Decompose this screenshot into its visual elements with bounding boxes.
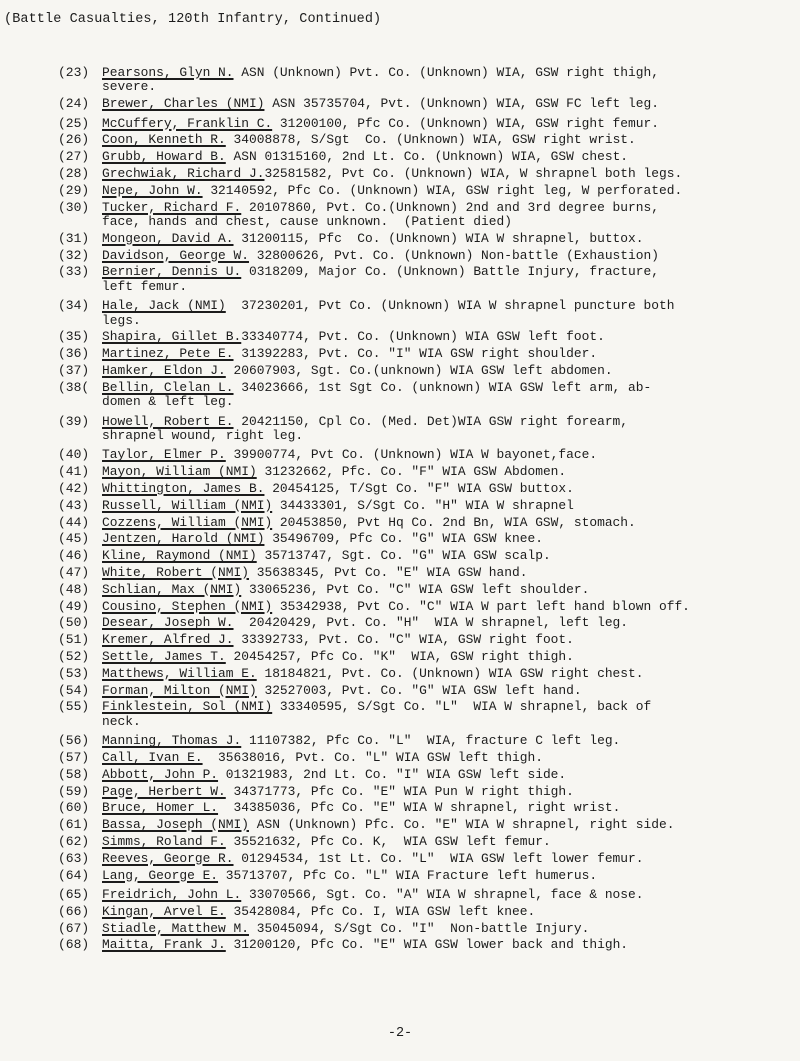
casualty-name: Hale, Jack (NMI) xyxy=(102,298,226,314)
entry-number: (68) xyxy=(58,937,90,953)
casualty-details: ASN 35735704, Pvt. (Unknown) WIA, GSW FC left leg. xyxy=(264,96,659,112)
entry-text xyxy=(102,532,794,546)
casualty-details: 32527003, Pvt. Co. "G" WIA GSW left hand. xyxy=(256,682,582,698)
casualty-name: Mayon, William (NMI) xyxy=(102,464,257,480)
casualty-details: 32800626, Pvt. Co. (Unknown) Non-battle (Exhaustion) xyxy=(248,247,659,263)
list-item xyxy=(58,801,794,815)
entry-text xyxy=(102,583,794,597)
entry-text xyxy=(102,888,794,902)
casualty-name: Manning, Thomas J. xyxy=(102,733,242,749)
entry-text xyxy=(102,835,794,849)
entry-text xyxy=(102,330,794,344)
casualty-name: Finklestein, Sol (NMI) xyxy=(102,699,273,715)
list-item xyxy=(58,184,794,198)
entry-text xyxy=(102,117,794,131)
list-item xyxy=(58,249,794,263)
list-item xyxy=(58,364,794,378)
casualty-details: 01294534, 1st Lt. Co. "L" WIA GSW left lower femur. xyxy=(233,850,644,866)
entry-text xyxy=(102,852,794,866)
list-item xyxy=(58,232,794,246)
entry-number: (28) xyxy=(58,166,90,181)
casualty-name: Grubb, Howard B. xyxy=(102,149,226,165)
entry-number: (30) xyxy=(58,199,90,215)
casualty-details: 18184821, Pvt. Co. (Unknown) WIA GSW right chest. xyxy=(256,665,644,681)
entry-number: (26) xyxy=(58,132,90,148)
list-item xyxy=(58,415,794,444)
casualty-details: 34371773, Pfc Co. "E" WIA Pun W right thigh. xyxy=(225,783,574,799)
list-item xyxy=(58,381,794,410)
list-item xyxy=(58,633,794,647)
casualty-name: Bellin, Clelan L. xyxy=(102,379,234,395)
entry-number: (52) xyxy=(58,648,90,664)
casualty-name: Howell, Robert E. xyxy=(102,413,234,429)
entry-text xyxy=(102,768,794,782)
list-item xyxy=(58,150,794,164)
entry-text xyxy=(102,869,794,883)
list-item xyxy=(58,768,794,782)
page-number: -2- xyxy=(387,1026,413,1041)
list-item xyxy=(58,549,794,563)
casualty-details: 31200100, Pfc Co. (Unknown) WIA, GSW right femur. xyxy=(272,115,659,131)
list-item xyxy=(58,888,794,902)
page-header: (Battle Casualties, 120th Infantry, Continued) xyxy=(4,12,382,27)
entry-text xyxy=(102,97,794,111)
casualty-name: Jentzen, Harold (NMI) xyxy=(102,531,265,547)
entry-number: (25) xyxy=(58,115,90,131)
casualty-name: Mongeon, David A. xyxy=(102,230,234,246)
casualty-details: 31232662, Pfc. Co. "F" WIA GSW Abdomen. xyxy=(256,464,567,480)
casualty-name: Brewer, Charles (NMI) xyxy=(102,96,265,112)
entry-text xyxy=(102,364,794,378)
entry-number: (59) xyxy=(58,783,90,799)
entry-number: (39) xyxy=(58,413,90,429)
casualty-name: Coon, Kenneth R. xyxy=(102,132,226,148)
entry-text xyxy=(102,448,794,462)
casualty-details: 20607903, Sgt. Co.(unknown) WIA GSW left abdomen. xyxy=(225,363,613,378)
casualty-name: Abbott, John P. xyxy=(102,766,219,782)
entry-text xyxy=(102,549,794,563)
casualty-details: 33340595, S/Sgt Co. "L" WIA W shrapnel, back of neck. xyxy=(102,699,652,729)
entry-text xyxy=(102,684,794,698)
casualty-name: Grechwiak, Richard J. xyxy=(102,166,265,181)
entry-number: (36) xyxy=(58,346,90,362)
casualty-name: Bernier, Dennis U. xyxy=(102,264,242,280)
entry-text xyxy=(102,201,794,230)
entry-number: (53) xyxy=(58,665,90,681)
casualty-details: 35638345, Pvt Co. "E" WIA GSW hand. xyxy=(248,565,528,580)
casualty-name: Hamker, Eldon J. xyxy=(102,363,226,378)
list-item xyxy=(58,684,794,698)
casualty-name: Pearsons, Glyn N. xyxy=(102,65,234,80)
casualty-details: 20420429, Pvt. Co. "H" WIA W shrapnel, left leg. xyxy=(233,615,629,631)
casualty-details: 20421150, Cpl Co. (Med. Det)WIA GSW right forearm, shrapnel wound, right leg. xyxy=(102,413,629,444)
casualty-name: Freidrich, John L. xyxy=(102,886,242,902)
entry-number: (63) xyxy=(58,850,90,866)
casualty-details: 39900774, Pvt Co. (Unknown) WIA W bayonet,face. xyxy=(225,447,598,463)
entry-number: (38( xyxy=(58,379,90,395)
casualty-details: 32581582, Pvt Co. (Unknown) WIA, W shrapnel both legs. xyxy=(264,166,683,181)
casualty-name: Davidson, George W. xyxy=(102,247,249,263)
casualty-details: 35428084, Pfc Co. I, WIA GSW left knee. xyxy=(225,903,536,919)
entry-text xyxy=(102,249,794,263)
entry-number: (27) xyxy=(58,149,90,165)
entry-number: (45) xyxy=(58,531,90,547)
casualty-details: 37230201, Pvt Co. (Unknown) WIA W shrapnel puncture both legs. xyxy=(102,298,675,328)
entry-text xyxy=(102,415,794,444)
casualty-name: White, Robert (NMI) xyxy=(102,565,249,580)
list-item xyxy=(58,330,794,344)
entry-text xyxy=(102,633,794,647)
entry-text xyxy=(102,184,794,198)
entry-number: (56) xyxy=(58,733,90,749)
casualty-details: 20453850, Pvt Hq Co. 2nd Bn, WIA GSW, stomach. xyxy=(272,514,636,530)
casualty-details: ASN (Unknown) Pvt. Co. (Unknown) WIA, GSW right thigh, severe. xyxy=(102,65,659,95)
list-item xyxy=(58,448,794,462)
entry-number: (47) xyxy=(58,565,90,580)
entry-number: (24) xyxy=(58,96,90,112)
entry-number: (37) xyxy=(58,363,90,378)
entry-text xyxy=(102,734,794,748)
casualty-name: McCuffery, Franklin C. xyxy=(102,115,273,131)
list-item xyxy=(58,499,794,513)
casualty-details: 35521632, Pfc Co. K, WIA GSW left femur. xyxy=(225,833,551,849)
entry-text xyxy=(102,650,794,664)
entry-text xyxy=(102,265,794,294)
entry-number: (46) xyxy=(58,548,90,564)
entry-text xyxy=(102,905,794,919)
casualty-details: 35713707, Pfc Co. "L" WIA Fracture left humerus. xyxy=(218,867,598,883)
casualty-details: 33340774, Pvt. Co. (Unknown) WIA GSW left foot. xyxy=(241,329,605,345)
list-item xyxy=(58,650,794,664)
casualty-details: 31392283, Pvt. Co. "I" WIA GSW right shoulder. xyxy=(233,346,598,362)
casualty-details: 35045094, S/Sgt Co. "I" Non-battle Injury. xyxy=(248,920,590,936)
casualty-name: Whittington, James B. xyxy=(102,481,265,497)
entry-text xyxy=(102,133,794,147)
list-item xyxy=(58,347,794,361)
casualty-details: 33392733, Pvt. Co. "C" WIA, GSW right foot. xyxy=(233,632,574,648)
entry-text xyxy=(102,381,794,410)
list-item xyxy=(58,616,794,630)
list-item xyxy=(58,751,794,765)
entry-number: (62) xyxy=(58,833,90,849)
entry-text xyxy=(102,482,794,496)
entry-text xyxy=(102,516,794,530)
casualty-name: Russell, William (NMI) xyxy=(102,497,273,513)
casualty-details: 31200115, Pfc Co. (Unknown) WIA W shrapnel, buttox. xyxy=(233,230,644,246)
entry-number: (42) xyxy=(58,481,90,497)
entry-number: (29) xyxy=(58,182,90,198)
entry-text xyxy=(102,150,794,164)
list-item xyxy=(58,583,794,597)
list-item xyxy=(58,265,794,294)
casualty-details: 35638016, Pvt. Co. "L" WIA GSW left thigh. xyxy=(202,749,543,765)
casualty-details: 20454125, T/Sgt Co. "F" WIA GSW buttox. xyxy=(264,481,574,497)
casualty-details: ASN 01315160, 2nd Lt. Co. (Unknown) WIA, GSW chest. xyxy=(225,149,629,165)
entry-number: (51) xyxy=(58,632,90,648)
casualty-details: 32140592, Pfc Co. (Unknown) WIA, GSW right leg, W perforated. xyxy=(202,182,683,198)
casualty-name: Settle, James T. xyxy=(102,648,226,664)
casualty-name: Cozzens, William (NMI) xyxy=(102,514,273,530)
entry-text xyxy=(102,167,794,181)
list-item xyxy=(58,465,794,479)
entry-number: (60) xyxy=(58,800,90,816)
entry-text xyxy=(102,751,794,765)
casualty-details: 0318209, Major Co. (Unknown) Battle Injury, fracture, left femur. xyxy=(102,264,659,294)
entry-number: (54) xyxy=(58,682,90,698)
casualty-name: Page, Herbert W. xyxy=(102,783,226,799)
casualty-name: Cousino, Stephen (NMI) xyxy=(102,598,273,614)
list-item xyxy=(58,852,794,866)
casualty-name: Forman, Milton (NMI) xyxy=(102,682,257,698)
list-item xyxy=(58,167,794,181)
casualty-name: Call, Ivan E. xyxy=(102,749,203,765)
entry-text xyxy=(102,232,794,246)
casualty-name: Stiadle, Matthew M. xyxy=(102,920,249,936)
casualty-name: Kremer, Alfred J. xyxy=(102,632,234,648)
list-item xyxy=(58,785,794,799)
casualty-details: 35713747, Sgt. Co. "G" WIA GSW scalp. xyxy=(256,548,551,564)
entry-number: (23) xyxy=(58,65,90,80)
entry-number: (43) xyxy=(58,497,90,513)
casualty-name: Shapira, Gillet B. xyxy=(102,329,242,345)
entry-text xyxy=(102,785,794,799)
entry-number: (49) xyxy=(58,598,90,614)
list-item xyxy=(58,905,794,919)
casualty-name: Taylor, Elmer P. xyxy=(102,447,226,463)
casualty-details: 20107860, Pvt. Co.(Unknown) 2nd and 3rd degree burns, face, hands and chest, cause unknown. (Patient died) xyxy=(102,199,659,229)
casualty-details: 34008878, S/Sgt Co. (Unknown) WIA, GSW right wrist. xyxy=(225,132,636,148)
entry-text xyxy=(102,499,794,513)
casualty-name: Schlian, Max (NMI) xyxy=(102,581,242,597)
casualty-details: 20454257, Pfc Co. "K" WIA, GSW right thigh. xyxy=(225,648,574,664)
entry-text xyxy=(102,938,794,952)
entry-number: (61) xyxy=(58,817,90,833)
casualty-name: Matthews, William E. xyxy=(102,665,257,681)
casualty-details: 11107382, Pfc Co. "L" WIA, fracture C left leg. xyxy=(241,733,621,749)
entry-number: (40) xyxy=(58,447,90,463)
entry-number: (65) xyxy=(58,886,90,902)
casualty-details: 31200120, Pfc Co. "E" WIA GSW lower back and thigh. xyxy=(225,937,629,953)
casualty-name: Tucker, Richard F. xyxy=(102,199,242,215)
casualty-name: Kingan, Arvel E. xyxy=(102,903,226,919)
casualty-details: 34385036, Pfc Co. "E" WIA W shrapnel, right wrist. xyxy=(218,800,621,816)
list-item xyxy=(58,516,794,530)
list-item xyxy=(58,600,794,614)
casualty-name: Bruce, Homer L. xyxy=(102,800,219,816)
entry-text xyxy=(102,700,794,729)
entry-text xyxy=(102,600,794,614)
entry-text xyxy=(102,818,794,832)
list-item xyxy=(58,700,794,729)
casualty-details: 34433301, S/Sgt Co. "H" WIA W shrapnel xyxy=(272,497,574,513)
entry-text xyxy=(102,66,794,95)
entry-number: (31) xyxy=(58,230,90,246)
casualty-name: Simms, Roland F. xyxy=(102,833,226,849)
entry-number: (67) xyxy=(58,920,90,936)
entry-number: (44) xyxy=(58,514,90,530)
casualty-details: 01321983, 2nd Lt. Co. "I" WIA GSW left side. xyxy=(218,766,567,782)
casualty-name: Nepe, John W. xyxy=(102,182,203,198)
entry-number: (32) xyxy=(58,247,90,263)
casualty-name: Bassa, Joseph (NMI) xyxy=(102,817,249,833)
casualty-name: Lang, George E. xyxy=(102,867,219,883)
entry-number: (34) xyxy=(58,298,90,314)
entry-text xyxy=(102,667,794,681)
casualty-name: Martinez, Pete E. xyxy=(102,346,234,362)
list-item xyxy=(58,566,794,580)
list-item xyxy=(58,97,794,111)
entry-number: (57) xyxy=(58,749,90,765)
casualty-name: Kline, Raymond (NMI) xyxy=(102,548,257,564)
list-item xyxy=(58,201,794,230)
entry-text xyxy=(102,922,794,936)
entry-number: (48) xyxy=(58,581,90,597)
entry-text xyxy=(102,801,794,815)
casualty-name: Reeves, George R. xyxy=(102,850,234,866)
list-item xyxy=(58,938,794,952)
list-item xyxy=(58,117,794,131)
entry-number: (35) xyxy=(58,329,90,345)
casualty-details: 33070566, Sgt. Co. "A" WIA W shrapnel, face & nose. xyxy=(241,886,644,902)
list-item xyxy=(58,869,794,883)
entry-number: (33) xyxy=(58,264,90,280)
casualty-details: 35496709, Pfc Co. "G" WIA GSW knee. xyxy=(264,531,543,547)
list-item xyxy=(58,922,794,936)
list-item xyxy=(58,532,794,546)
list-item xyxy=(58,66,794,95)
entry-number: (41) xyxy=(58,464,90,480)
entry-text xyxy=(102,616,794,630)
entry-number: (58) xyxy=(58,766,90,782)
entry-number: (50) xyxy=(58,615,90,631)
entry-number: (64) xyxy=(58,867,90,883)
casualty-details: 33065236, Pvt Co. "C" WIA GSW left shoulder. xyxy=(241,581,590,597)
casualty-details: 35342938, Pvt Co. "C" WIA W part left hand blown off. xyxy=(272,598,690,614)
list-item xyxy=(58,482,794,496)
casualty-list xyxy=(58,66,794,955)
entry-number: (55) xyxy=(58,699,90,715)
entry-text xyxy=(102,465,794,479)
list-item xyxy=(58,734,794,748)
casualty-details: ASN (Unknown) Pfc. Co. "E" WIA W shrapnel, right side. xyxy=(248,817,675,833)
entry-text xyxy=(102,347,794,361)
casualty-details: 34023666, 1st Sgt Co. (unknown) WIA GSW left arm, ab- domen & left leg. xyxy=(102,379,652,410)
casualty-name: Maitta, Frank J. xyxy=(102,937,226,953)
list-item xyxy=(58,818,794,832)
list-item xyxy=(58,299,794,328)
list-item xyxy=(58,667,794,681)
casualty-name: Desear, Joseph W. xyxy=(102,615,234,631)
entry-text xyxy=(102,299,794,328)
entry-number: (66) xyxy=(58,903,90,919)
list-item xyxy=(58,835,794,849)
list-item xyxy=(58,133,794,147)
entry-text xyxy=(102,566,794,580)
